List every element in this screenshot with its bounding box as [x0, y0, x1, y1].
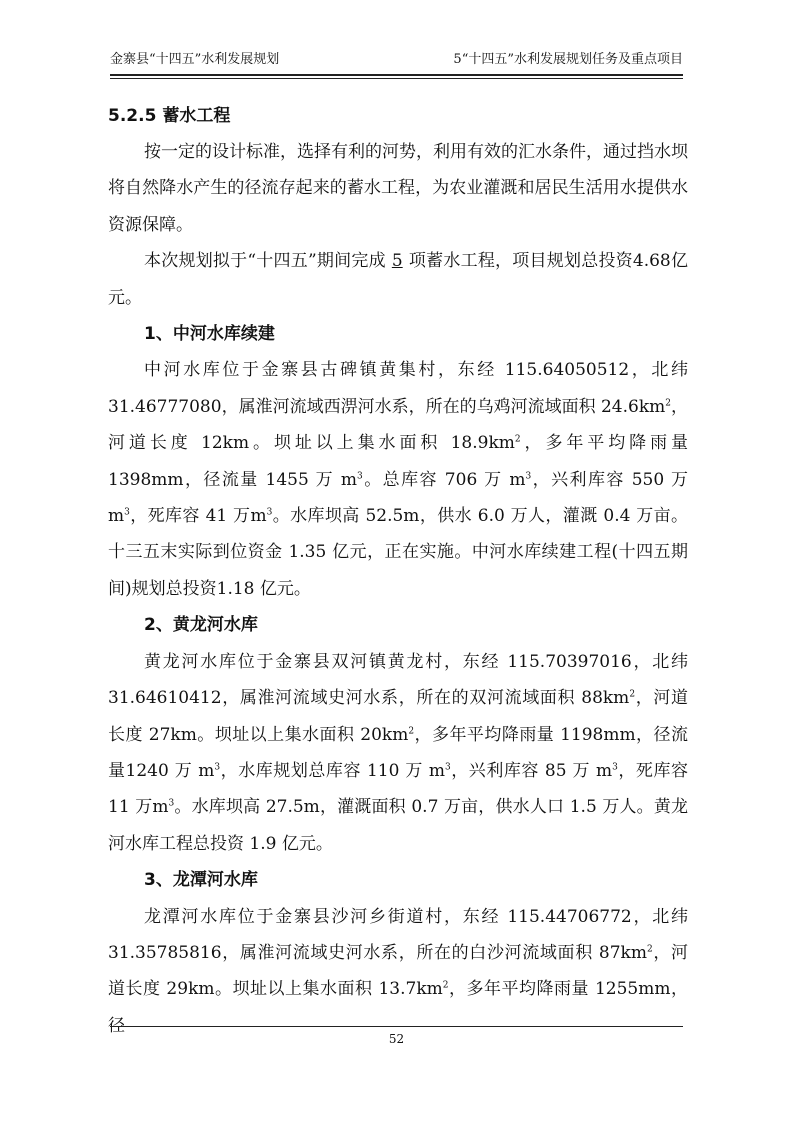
- plan-count: 5: [391, 251, 403, 272]
- header-document-title: 金寨县“十四五”水利发展规划: [110, 52, 280, 67]
- page-number: 52: [388, 1032, 405, 1046]
- plan-summary-paragraph: [108, 243, 688, 316]
- footer-rule: [110, 1026, 683, 1027]
- section-intro-paragraph: 按一定的设计标准，选择有利的河势，利用有效的汇水条件，通过挡水坝将自然降水产生的径流存起来的蓄水工程，为农业灌溉和居民生活用水提供水资源保障。: [108, 142, 688, 235]
- header-rule-thin: [110, 78, 683, 79]
- page-header: [110, 48, 683, 72]
- project-2-paragraph: 黄龙河水库位于金寨县双河镇黄龙村，东经 115.70397016，北纬31.64610412，属淮河流域史河水系，所在的双河流域面积 $88km^2$，河道长度 27km。坝址以上集水面积 $20km^2$，多年平均降雨量 1198mm，径流量1240 万 $m^3$，水库规划总库容 110 万 $m^3$，兴利库容 85 万 $m^3$，死库容 11 万$m^3$。水库坝高 27.5m，灌溉面积 0.7 万亩，供水人口 1.5 万人。黄龙河水库工程总投资 1.9 亿元。: [108, 651, 689, 854]
- plan-suffix: 项蓄水工程，项目规划总投资4.68亿元。: [108, 251, 688, 308]
- header-chapter-title: 5“十四五”水利发展规划任务及重点项目: [453, 52, 683, 67]
- project-3-heading: 3、龙潭河水库: [144, 870, 258, 891]
- project-2-heading: 2、黄龙河水库: [144, 615, 258, 636]
- project-3-paragraph: 龙潭河水库位于金寨县沙河乡街道村，东经 115.44706772，北纬31.35785816，属淮河流域史河水系，所在的白沙河流域面积 $87km^2$，河道长度 29km。坝址以上集水面积 $13.7km^2$，多年平均降雨量 1255mm，径: [108, 906, 689, 1036]
- project-1-heading: 1、中河水库续建: [144, 324, 275, 345]
- page-body: [108, 98, 688, 1044]
- header-rule-thick: [110, 74, 683, 76]
- project-1-paragraph: 中河水库位于金寨县古碑镇黄集村，东经 115.64050512，北纬31.46777080，属淮河流域西淠河水系，所在的乌鸡河流域面积 $24.6km^2$，河道长度 12km。坝址以上集水面积 $18.9km^2$，多年平均降雨量 1398mm，径流量 1455 万 $m^3$。总库容 706 万 $m^3$，兴利库容 550 万 $m^3$，死库容 41 万$m^3$。水库坝高 52.5m，供水 6.0 万人，灌溉 0.4 万亩。十三五末实际到位资金 1.35 亿元，正在实施。中河水库续建工程(十四五期间)规划总投资1.18 亿元。: [108, 360, 689, 599]
- section-heading: 5.2.5 蓄水工程: [108, 106, 231, 126]
- plan-prefix: 本次规划拟于“十四五”期间完成: [144, 251, 386, 272]
